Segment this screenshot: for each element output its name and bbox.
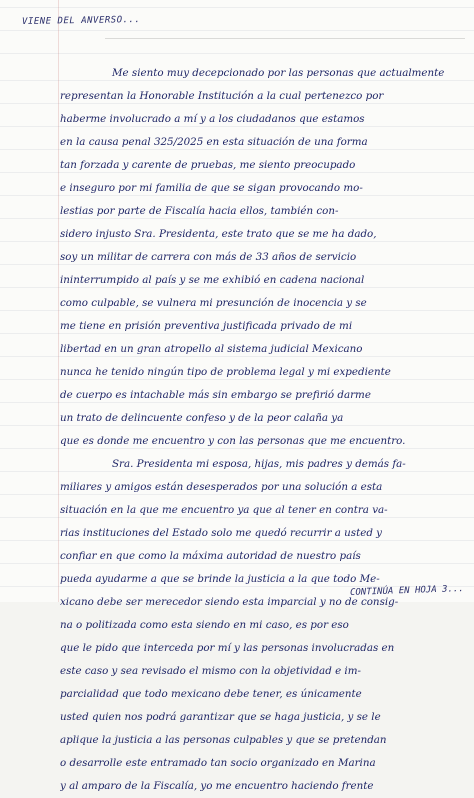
letter-line: que es donde me encuentro y con las personas que me encuentro. (60, 435, 406, 447)
letter-line: representan la Honorable Institución a la cual pertenezco por (60, 90, 384, 102)
letter-line: e inseguro por mi familia de que se sigan provocando mo- (60, 182, 363, 194)
letter-line: este caso y sea revisado el mismo con la objetividad e im- (60, 665, 361, 677)
header-note: VIENE DEL ANVERSO... (21, 14, 141, 28)
letter-line: haberme involucrado a mí y a los ciudadanos que estamos (60, 113, 365, 125)
letter-line: pueda ayudarme a que se brinde la justicia a la que todo Me- (60, 573, 380, 585)
letter-line: de cuerpo es intachable más sin embargo se prefirió darme (60, 389, 371, 401)
top-rule (105, 38, 465, 59)
letter-line: libertad en un gran atropello al sistema judicial Mexicano (60, 343, 363, 355)
letter-line: me tiene en prisión preventiva justificada privado de mi (60, 320, 353, 332)
letter-line: un trato de delincuente confeso y de la peor calaña ya (60, 412, 344, 424)
letter-line: o desarrolle este entramado tan socio organizado en Marina (60, 757, 376, 769)
letter-line: rias instituciones del Estado solo me quedó recurrir a usted y (60, 527, 383, 539)
letter-line: como culpable, se vulnera mi presunción de inocencia y se (60, 297, 367, 309)
letter-line: miliares y amigos están desesperados por una solución a esta (60, 481, 383, 493)
letter-line: na o politizada como esta siendo en mi caso, es por eso (60, 619, 349, 631)
letter-line: y al amparo de la Fiscalía, yo me encuentro haciendo frente (60, 780, 374, 792)
letter-line: usted quien nos podrá garantizar que se haga justicia, y se le (60, 711, 381, 723)
footer-note: CONTINÚA EN HOJA 3... (350, 584, 465, 598)
letter-line: que le pido que intercedа por mí y las personas involucradas en (60, 642, 395, 654)
letter-line: situación en la que me encuentro ya que al tener en contra va- (60, 504, 388, 516)
margin-line (58, 0, 59, 602)
letter-line: xicano debe ser merecedor siendo esta imparcial y no de consig- (60, 596, 399, 608)
letter-line: Me siento muy decepcionado por las personas que actualmente (112, 67, 445, 79)
letter-line: Sra. Presidenta mi esposa, hijas, mis padres y demás fa- (112, 458, 406, 470)
letter-line: ininterrumpido al país y se me exhibió en cadena nacional (60, 274, 365, 286)
letter-line: tan forzada y carente de pruebas, me siento preocupado (60, 159, 356, 171)
letter-line: sidero injusto Sra. Presidenta, este trato que se me ha dado, (60, 228, 377, 240)
letter-line: soy un militar de carrera con más de 33 años de servicio (60, 251, 357, 263)
letter-line: lestias por parte de Fiscalía hacia ellos, también con- (60, 205, 339, 217)
letter-line: nunca he tenido ningún tipo de problema legal y mi expediente (60, 366, 391, 378)
letter-line: en la causa penal 325/2025 en esta situación de una forma (60, 136, 368, 148)
letter-body (60, 62, 460, 798)
letter-line: aplique la justicia a las personas culpables y que se pretendan (60, 734, 387, 746)
letter-line: confiar en que como la máxima autoridad de nuestro país (60, 550, 361, 562)
letter-line: parcialidad que todo mexicano debe tener, es únicamente (60, 688, 362, 700)
